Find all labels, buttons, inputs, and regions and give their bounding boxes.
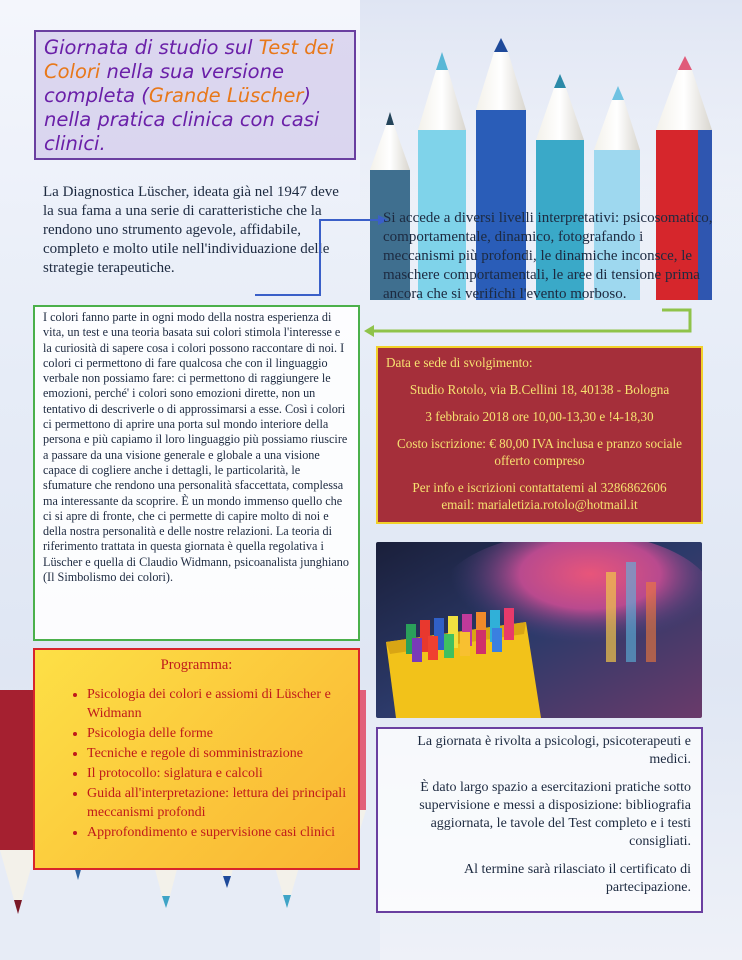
event-info-box	[376, 346, 703, 524]
programma-list	[45, 685, 348, 842]
title-test-colori: Test dei Colori	[44, 36, 335, 83]
list-item: • Guida all'interpretazione: lettura dei principali meccanismi profondi	[87, 784, 348, 822]
programma-box	[33, 648, 360, 870]
audience-text: La giornata è rivolta a psicologi, psicoterapeuti e medici.	[417, 734, 691, 767]
info-cost: Costo iscrizione: € 80,00 IVA inclusa e pranzo sociale offerto compreso	[396, 436, 683, 468]
title-part2: nella sua versione completa (	[44, 60, 284, 107]
audience-box	[376, 727, 703, 913]
certificate-text: Al termine sarà rilasciato il certificato di partecipazione.	[463, 862, 691, 895]
list-item: • Tecniche e regole di somministrazione	[87, 744, 348, 763]
info-email[interactable]: email: marialetizia.rotolo@hotmail.it	[441, 497, 638, 512]
colors-description-box: I colori fanno parte in ogni modo della nostra esperienza di vita, un test e una teoria basata sui colori stimola l'interesse e la curiosità di sapere cosa i colori possono raccontare di noi. I colori ci permettono di fare qualcosa che con il linguaggio verbale non possiamo fare: ci permettono di raggiungere le emozioni, perché' i colori sono emozioni dirette, non un tentativo di descriverle o di approssimarsi a esse. Così i colori ci permettono di aprire una porta sul mondo interiore della persona e più capiamo il loro linguaggio più possiamo riuscire a passare da una visione generale e globale a una visione capace di cogliere anche i dettagli, le particolarità, le sfumature che rendono una personalità sfaccettata, complessa ma interessante da scoprire. È un mondo immenso quello che ci si apre di fronte, che ci permette di capire molto di noi e della nostra personalità e delle nostre relazioni. La teoria di riferimento trattata in questa giornata è quella regolativa i Lüscher e quella di Claudio Widmann, psicoanalista junghiano (Il Simbolismo dei colori).	[33, 305, 360, 641]
info-contact: Per info e iscrizioni contattatemi al 3286862606	[412, 480, 667, 495]
list-item: • Approfondimento e supervisione casi clinici	[87, 823, 348, 842]
levels-paragraph: Si accede a diversi livelli interpretativi: psicosomatico, comportamentale, dinamico, fotografando i meccanismi più profondi, le dinamiche inconsce, le maschere comportamentali, le aree di tensione prima ancora che si verifichi l'evento morboso.	[383, 210, 713, 302]
list-item: • Psicologia dei colori e assiomi di Lüscher e Widmann	[87, 685, 348, 723]
info-date: 3 febbraio 2018 ore 10,00-13,30 e !4-18,30	[425, 409, 654, 424]
title-part1: Giornata di studio sul	[44, 36, 259, 59]
title-grande-luscher: Grande Lüscher	[148, 84, 304, 107]
connector-arrow-green	[362, 305, 702, 345]
title-box	[34, 30, 356, 160]
list-item: • Il protocollo: siglatura e calcoli	[87, 764, 348, 783]
connector-arrow	[250, 210, 390, 300]
info-venue: Studio Rotolo, via B.Cellini 18, 40138 - Bologna	[409, 382, 670, 397]
programma-title: Programma:	[160, 657, 233, 673]
list-item: • Psicologia delle forme	[87, 724, 348, 743]
info-heading: Data e sede di svolgimento:	[386, 355, 533, 370]
title-part3: ) nella pratica clinica con casi clinici.	[44, 84, 320, 155]
intro-paragraph: La Diagnostica Lüscher, ideata già nel 1947 deve la sua fama a una serie di caratteristiche che la rendono uno strumento agevole, affidabile, completo e molto utile nell'individuazione delle strategie terapeutiche.	[43, 184, 339, 276]
crayons-photo	[376, 542, 702, 718]
practice-text: È dato largo spazio a esercitazioni pratiche sotto supervisione e messi a disposizione: bibliografia aggiornata, le tavole del Test completo e i testi consigliati.	[419, 780, 691, 849]
